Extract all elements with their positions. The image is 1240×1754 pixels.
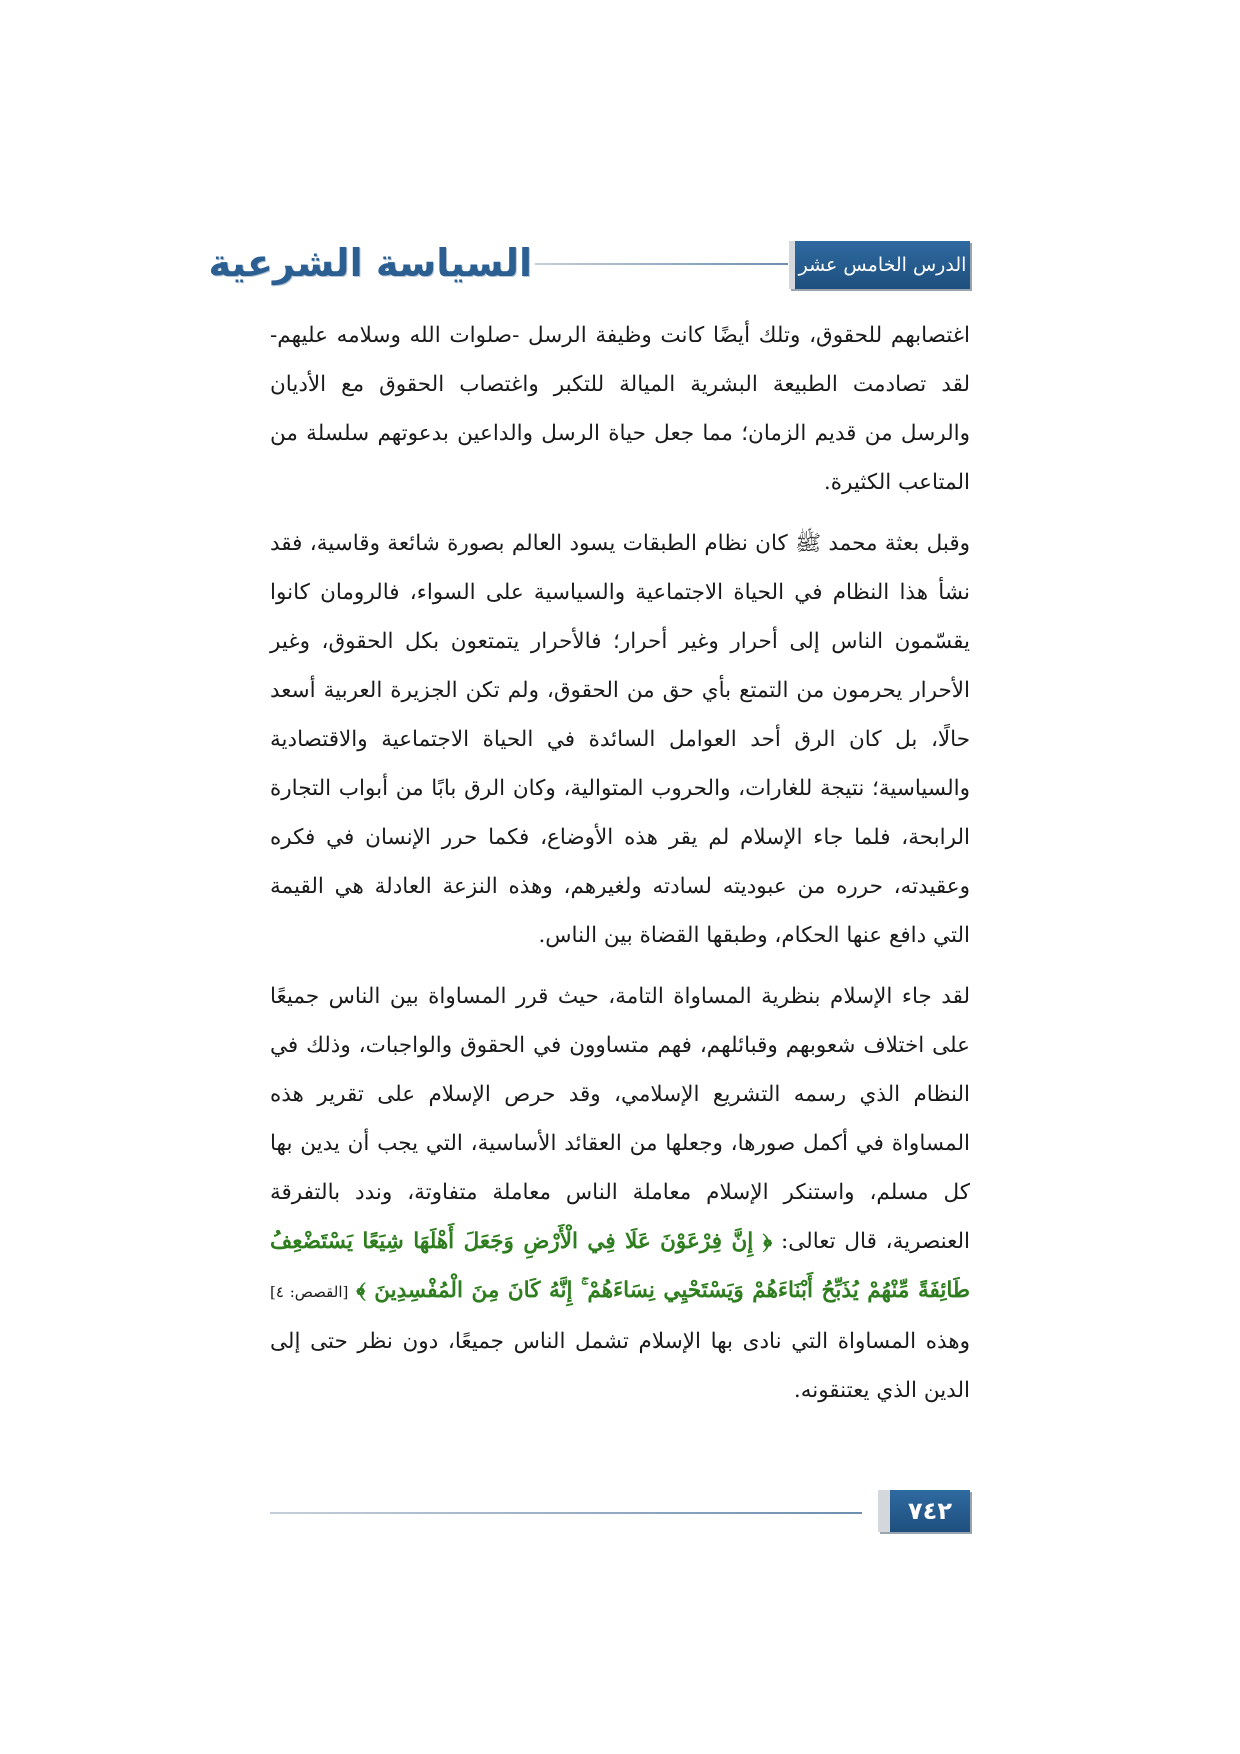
- lesson-label: الدرس الخامس عشر: [789, 241, 970, 289]
- paragraph-text: لقد جاء الإسلام بنظرية المساواة التامة، حيث قرر المساواة بين الناس جميعًا على اختلاف شعوبهم وقبائلهم، فهم متساوون في الحقوق والواجبات، وذلك في النظام الذي رسمه التشريع الإسلامي، وقد حرص الإسلام على تقرير هذه المساواة في أكمل صورها، وجعلها من العقائد الأساسية، التي يجب أن يدين بها كل مسلم، واستنكر الإسلام معاملة الناس معاملة متفاوتة، وندد بالتفرقة العنصرية، قال تعالى:: [270, 984, 970, 1254]
- header-divider: [535, 263, 788, 265]
- book-title: السياسة الشرعية: [208, 241, 532, 285]
- page-footer: [270, 1490, 970, 1534]
- paragraph: وقبل بعثة محمد ﷺ كان نظام الطبقات يسود العالم بصورة شائعة وقاسية، فقد نشأ هذا النظام في الحياة الاجتماعية والسياسية على السواء، فالرومان كانوا يقسّمون الناس إلى أحرار وغير أحرار؛ فالأحرار يتمتعون بكل الحقوق، وغير الأحرار يحرمون من التمتع بأي حق من الحقوق، ولم تكن الجزيرة العربية أسعد حالًا، بل كان الرق أحد العوامل السائدة في الحياة الاجتماعية والاقتصادية والسياسية؛ نتيجة للغارات، والحروب المتوالية، وكان الرق بابًا من أبواب التجارة الرابحة، فلما جاء الإسلام لم يقر هذه الأوضاع، فكما حرر الإنسان في فكره وعقيدته، حرره من عبوديته لسادته ولغيرهم، وهذه النزعة العادلة هي القيمة التي دافع عنها الحكام، وطبقها القضاة بين الناس.: [270, 531, 970, 948]
- verse-citation: [القصص: ٤]: [270, 1283, 349, 1301]
- paragraph: اغتصابهم للحقوق، وتلك أيضًا كانت وظيفة الرسل -صلوات الله وسلامه عليهم- لقد تصادمت الطبيعة البشرية الميالة للتكبر واغتصاب الحقوق مع الأديان والرسل من قديم الزمان؛ مما جعل حياة الرسل والداعين بدعوتهم سلسلة من المتاعب الكثيرة.: [270, 323, 970, 495]
- paragraph-text: وهذه المساواة التي نادى بها الإسلام تشمل الناس جميعًا، دون نظر حتى إلى الدين الذي يعتنقونه.: [270, 1329, 970, 1403]
- footer-divider: [270, 1512, 862, 1514]
- quran-verse: ﴿ إِنَّ فِرْعَوْنَ عَلَا فِي الْأَرْضِ وَجَعَلَ أَهْلَهَا شِيَعًا يَسْتَضْعِفُ طَائِفَةً مِّنْهُمْ يُذَبِّحُ أَبْنَاءَهُمْ وَيَسْتَحْيِي نِسَاءَهُمْ ۚ إِنَّهُ كَانَ مِنَ الْمُفْسِدِينَ ﴾: [270, 1229, 970, 1303]
- page-number: ٧٤٢: [878, 1490, 970, 1532]
- paragraph-with-verse: [270, 972, 970, 1415]
- page-header: [208, 232, 970, 296]
- page-body: [270, 311, 970, 1427]
